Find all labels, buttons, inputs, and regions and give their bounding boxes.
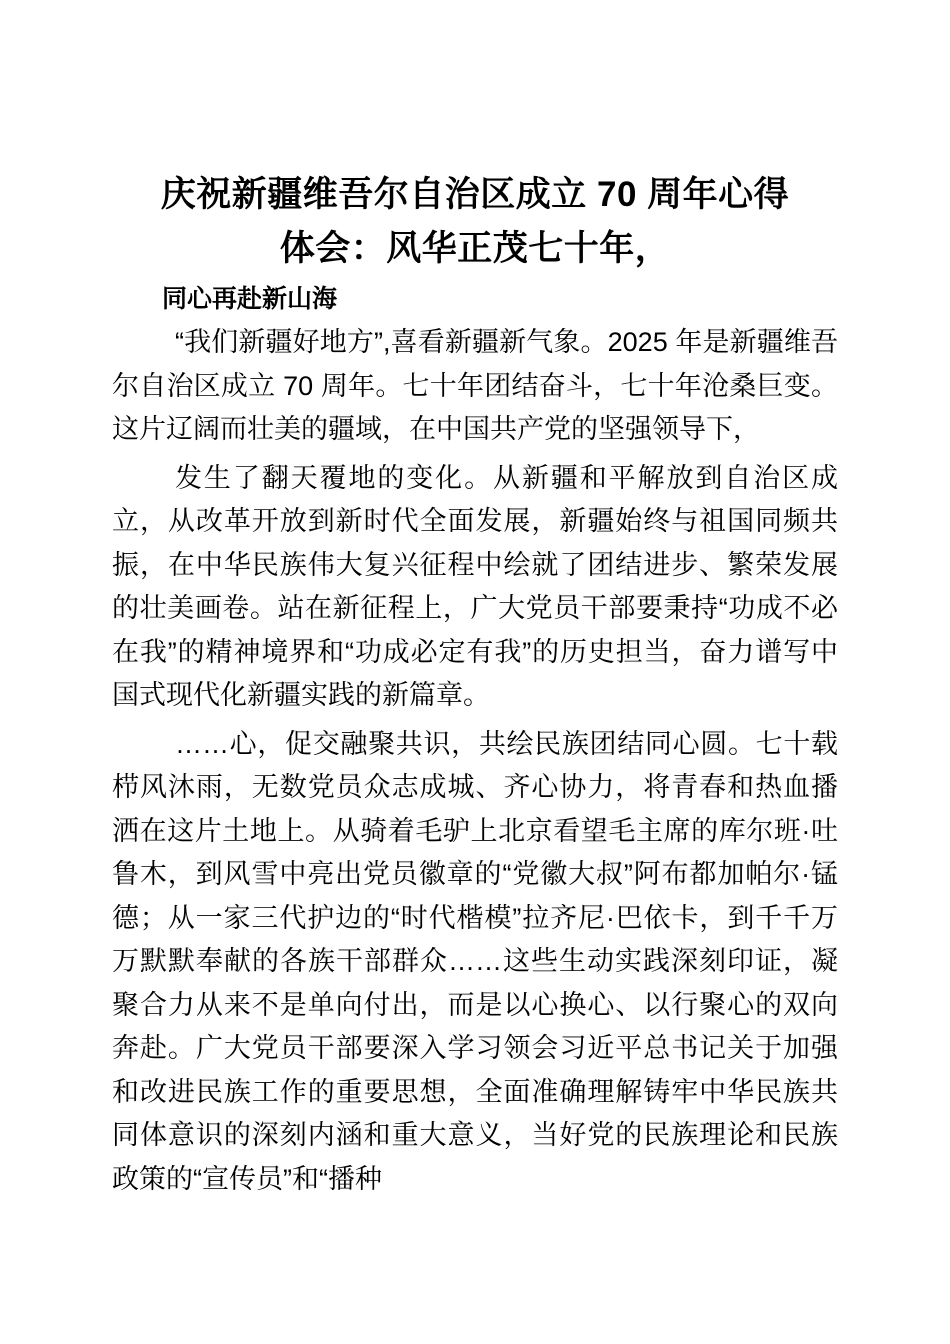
document-title: 庆祝新疆维吾尔自治区成立 70 周年心得体会：风华正茂七十年， bbox=[160, 175, 790, 268]
document-paragraph-1: “我们新疆好地方”,喜看新疆新气象。2025 年是新疆维吾尔自治区成立 70 周年。七十年团结奋斗，七十年沧桑巨变。这片辽阔而壮美的疆域，在中国共产党的坚强领导下， bbox=[112, 327, 838, 444]
document-subtitle: 同心再赴新山海 bbox=[162, 285, 338, 313]
document-paragraph-3: ……心，促交融聚共识，共绘民族团结同心圆。七十载栉风沐雨，无数党员众志成城、齐心协力，将青春和热血播洒在这片土地上。从骑着毛驴上北京看望毛主席的库尔班·吐鲁木，到风雪中亮出党员徽章的“党徽大叔”阿布都加帕尔·锰德；从一家三代护边的“时代楷模”拉齐尼·巴依卡，到千千万万默默奉献的各族干部群众……这些生动实践深刻印证，凝聚合力从来不是单向付出，而是以心换心、以行聚心的双向奔赴。广大党员干部要深入学习领会习近平总书记关于加强和改进民族工作的重要思想，全面准确理解铸牢中华民族共同体意识的深刻内涵和重大意义，当好党的民族理论和民族政策的“宣传员”和“播种 bbox=[112, 728, 838, 1194]
document-paragraph-2: 发生了翻天覆地的变化。从新疆和平解放到自治区成立，从改革开放到新时代全面发展，新疆始终与祖国同频共振，在中华民族伟大复兴征程中绘就了团结进步、繁荣发展的壮美画卷。站在新征程上，广大党员干部要秉持“功成不必在我”的精神境界和“功成必定有我”的历史担当，奋力谱写中国式现代化新疆实践的新篇章。 bbox=[112, 462, 838, 710]
